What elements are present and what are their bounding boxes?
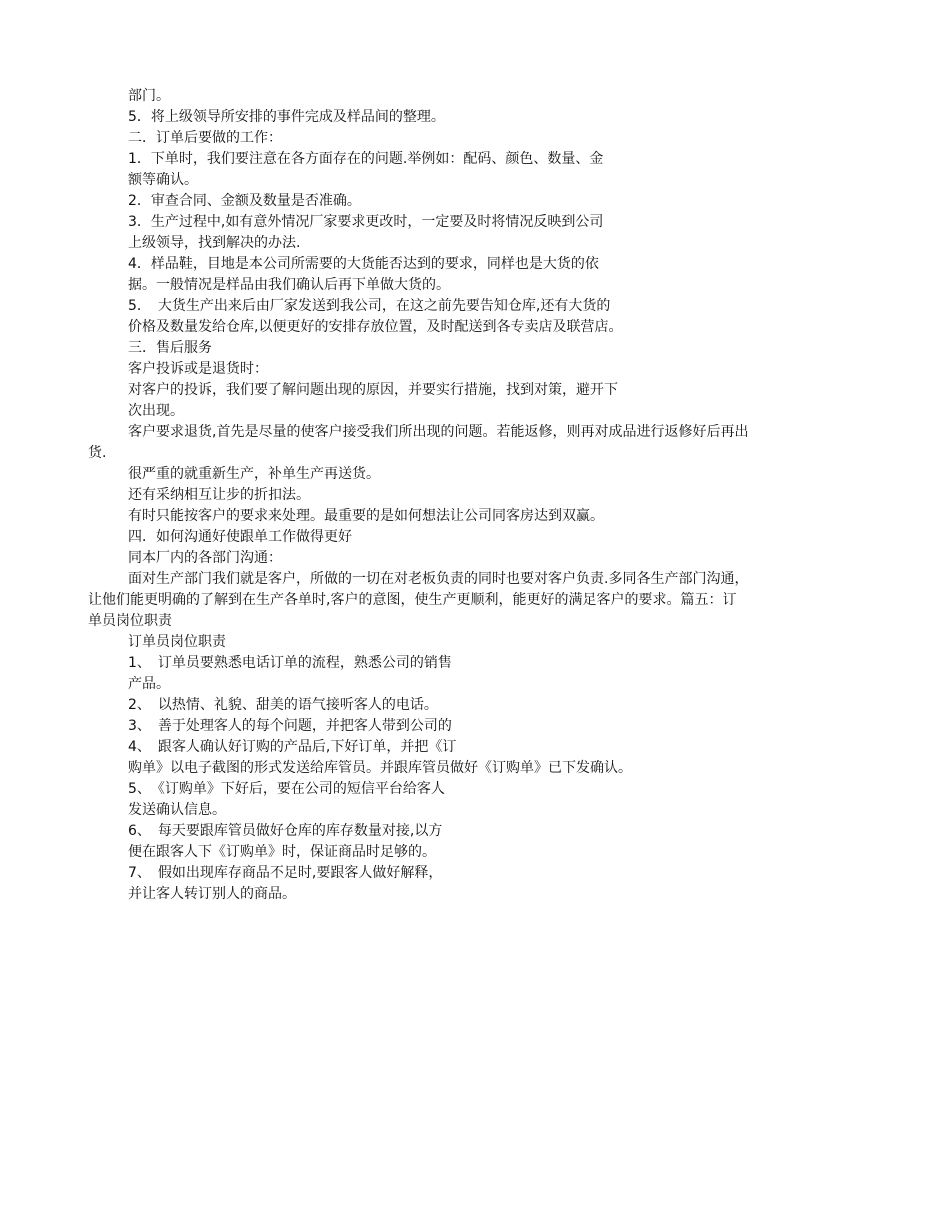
text-line: 客户投诉或是退货时： <box>128 361 268 377</box>
text-line: 3．生产过程中,如有意外情况厂家要求更改时，一定要及时将情况反映到公司 <box>128 214 604 230</box>
list-item: 5、 《订购单》下好后，要在公司的短信平台给客人 <box>128 781 445 797</box>
text-line: 部门。 <box>128 88 170 104</box>
text-line: 货. <box>88 445 107 461</box>
text-line: 额等确认。 <box>128 172 198 188</box>
list-item: 2、 以热情、礼貌、甜美的语气接听客人的电话。 <box>128 697 438 713</box>
text-line: 据。一般情况是样品由我们确认后再下单做大货的。 <box>128 277 450 293</box>
text-line: 同本厂内的各部门沟通： <box>128 550 282 566</box>
text-line: 有时只能按客户的要求来处理。最重要的是如何想法让公司同客房达到双赢。 <box>128 508 604 524</box>
list-item: 3、 善于处理客人的每个问题，并把客人带到公司的 <box>128 718 452 734</box>
text-line: 5．将上级领导所安排的事件完成及样品间的整理。 <box>128 109 445 125</box>
text-line: 上级领导，找到解决的办法. <box>128 235 301 251</box>
list-item: 4、 跟客人确认好订购的产品后,下好订单，并把《订 <box>128 739 457 755</box>
section-heading: 订单员岗位职责 <box>128 634 226 650</box>
text-line: 4．样品鞋，目地是本公司所需要的大货能否达到的要求，同样也是大货的依 <box>128 256 599 272</box>
text-line: 产品。 <box>128 676 170 692</box>
text-line: 5． 大货生产出来后由厂家发送到我公司，在这之前先要告知仓库,还有大货的 <box>128 298 611 314</box>
section-heading: 二．订单后要做的工作： <box>128 130 282 146</box>
document-body <box>88 86 868 905</box>
list-item: 7、 假如出现库存商品不足时,要跟客人做好解释， <box>128 865 443 881</box>
text-line: 发送确认信息。 <box>128 802 226 818</box>
text-line: 价格及数量发给仓库,以便更好的安排存放位置，及时配送到各专卖店及联营店。 <box>128 319 623 335</box>
text-line: 对客户的投诉，我们要了解问题出现的原因，并要实行措施，找到对策，避开下 <box>128 382 618 398</box>
section-heading: 三．售后服务 <box>128 340 212 356</box>
text-line: 很严重的就重新生产，补单生产再送货。 <box>128 466 380 482</box>
text-line: 次出现。 <box>128 403 184 419</box>
text-line: 便在跟客人下《订购单》时，保证商品时足够的。 <box>128 844 436 860</box>
text-line: 让他们能更明确的了解到在生产各单时,客户的意图，使生产更顺利，能更好的满足客户的要求。篇五：订 <box>88 592 737 608</box>
list-item: 1、 订单员要熟悉电话订单的流程，熟悉公司的销售 <box>128 655 452 671</box>
list-item: 6、 每天要跟库管员做好仓库的库存数量对接,以方 <box>128 823 443 839</box>
text-line: 并让客人转订别人的商品。 <box>128 886 296 902</box>
text-line: 1．下单时，我们要注意在各方面存在的问题.举例如：配码、颜色、数量、金 <box>128 151 604 167</box>
text-line: 单员岗位职责 <box>88 613 172 629</box>
text-line: 面对生产部门我们就是客户，所做的一切在对老板负责的同时也要对客户负责.多同各生产部门沟通， <box>128 571 749 587</box>
text-line: 还有采纳相互让步的折扣法。 <box>128 487 310 503</box>
text-line: 2．审查合同、金额及数量是否准确。 <box>128 193 361 209</box>
text-line: 客户要求退货,首先是尽量的使客户接受我们所出现的问题。若能返修，则再对成品进行返修好后再出 <box>128 424 749 440</box>
section-heading: 四．如何沟通好使跟单工作做得更好 <box>128 529 352 545</box>
text-line: 购单》以电子截图的形式发送给库管员。并跟库管员做好《订购单》已下发确认。 <box>128 760 632 776</box>
